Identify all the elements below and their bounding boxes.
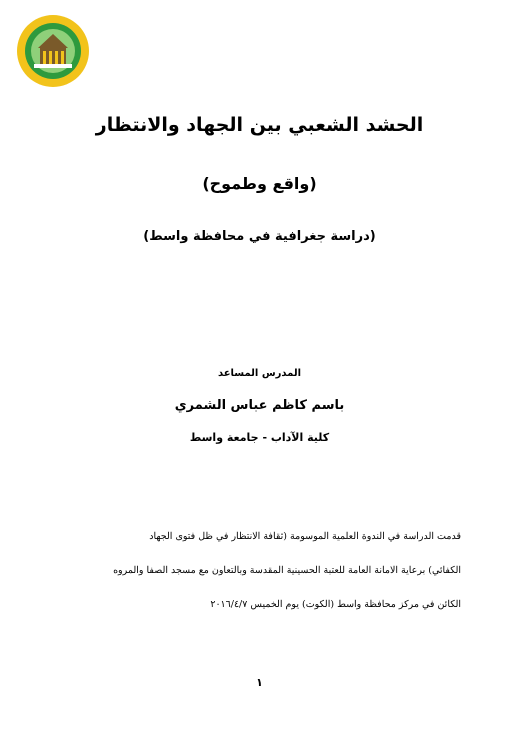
presentation-note-line-2: الكفائي) برعاية الامانة العامة للعتبة الحسينية المقدسة وبالتعاون مع مسجد الصفا والمروه <box>113 565 461 576</box>
document-title: الحشد الشعبي بين الجهاد والانتظار <box>95 114 424 136</box>
document-subtitle: (واقع وطموح) <box>202 174 317 193</box>
author-name: باسم كاظم عباس الشمري <box>174 398 345 413</box>
document-study-type: (دراسة جغرافية في محافظة واسط) <box>143 229 376 244</box>
page-number: ١ <box>256 676 263 689</box>
presentation-note-line-3: الكائن في مركز محافظة واسط (الكوت) يوم الخميس ٢٠١٦/٤/٧ <box>210 599 461 610</box>
author-affiliation: كلية الآداب - جامعة واسط <box>189 431 330 444</box>
presentation-note-line-1: قدمت الدراسة في الندوة العلمية الموسومة (ثقافة الانتظار في ظل فتوى الجهاد <box>149 531 461 542</box>
author-rank: المدرس المساعد <box>217 368 302 379</box>
university-logo <box>16 14 90 88</box>
